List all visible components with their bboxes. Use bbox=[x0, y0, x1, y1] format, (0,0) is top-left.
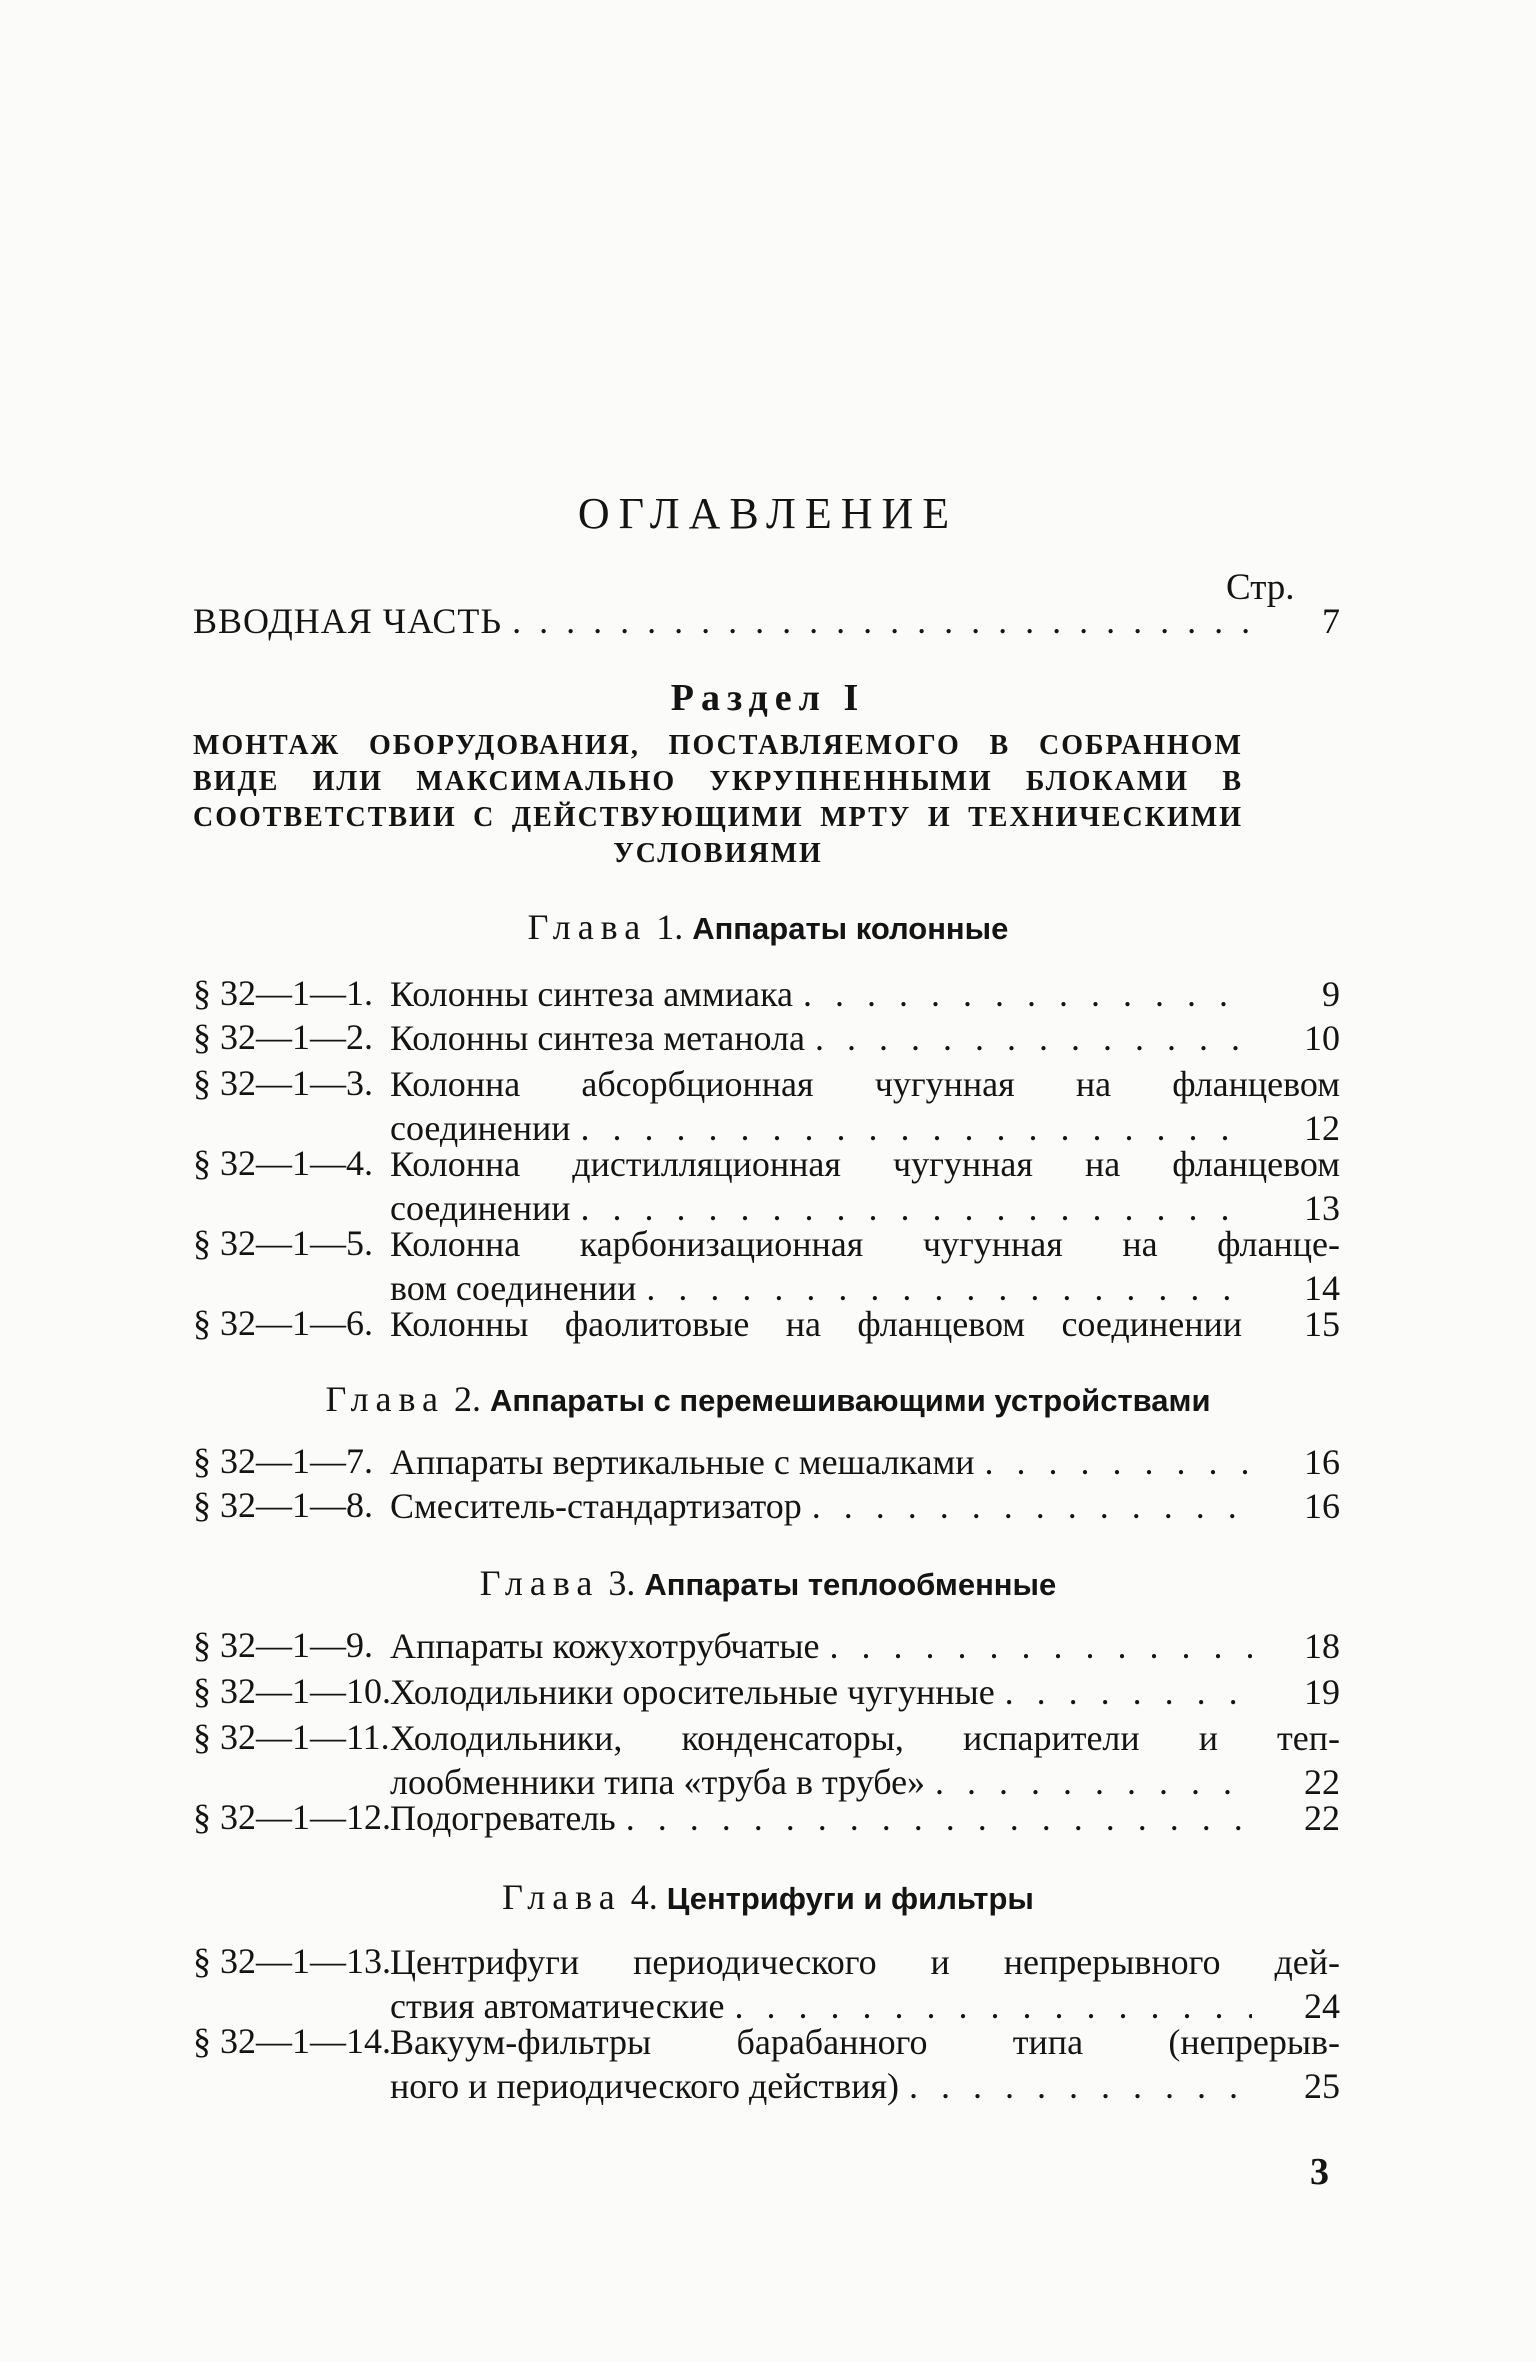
dot-leader bbox=[815, 1016, 1252, 1060]
entry-page: 22 bbox=[1304, 1762, 1340, 1802]
entry-number: § 32—1—5. bbox=[193, 1223, 373, 1263]
toc-title: ОГЛАВЛЕНИЕ bbox=[577, 489, 959, 538]
chapter-word: Глава bbox=[325, 1379, 446, 1419]
section-heading: Раздел I bbox=[670, 677, 866, 719]
entry-number: § 32—1—11. bbox=[193, 1717, 390, 1757]
entry-number: § 32—1—1. bbox=[193, 973, 373, 1013]
dot-leader bbox=[812, 1484, 1252, 1528]
chapter-word: Глава bbox=[527, 907, 648, 947]
page-number: 3 bbox=[1310, 2151, 1329, 2193]
entry-line-text: Колонны фаолитовые на фланцевом соединении bbox=[390, 1304, 1242, 1344]
section-title: МОНТАЖ ОБОРУДОВАНИЯ, ПОСТАВЛЯЕМОГО В СОБРАННОМ ВИДЕ ИЛИ МАКСИМАЛЬНО УКРУПНЕННЫМИ БЛОКАМИ В СООТВЕТСТВИИ С ДЕЙСТВУЮЩИМИ МРТУ И ТЕХНИЧЕСКИМИ УСЛОВИЯМИ bbox=[193, 730, 1243, 869]
entry-line bbox=[390, 2020, 1340, 2064]
entry-text bbox=[390, 1940, 1340, 2028]
intro-line bbox=[193, 596, 1340, 642]
dot-leader bbox=[830, 1624, 1253, 1668]
entry-number: § 32—1—12. bbox=[193, 1797, 391, 1837]
entry-page: 14 bbox=[1304, 1268, 1340, 1308]
chapter-heading bbox=[0, 1876, 1536, 1918]
entry-line bbox=[390, 1484, 1340, 1528]
entry-text bbox=[390, 1142, 1340, 1230]
chapter-name: Аппараты колонные bbox=[692, 911, 1009, 946]
dot-leader bbox=[909, 2064, 1252, 2108]
entry-line-text: Аппараты вертикальные с мешалками bbox=[390, 1442, 975, 1482]
entry-number: § 32—1—13. bbox=[193, 1941, 391, 1981]
chapter-word: Глава bbox=[479, 1563, 600, 1603]
entry-line-text: Колонны синтеза метанола bbox=[390, 1018, 805, 1058]
entry-line-text: Вакуум-фильтры барабанного типа (непрерыв- bbox=[390, 2022, 1340, 2062]
intro-page: 7 bbox=[1322, 601, 1340, 641]
chapter-heading bbox=[0, 1378, 1536, 1420]
chapter-number: 3. bbox=[608, 1563, 636, 1603]
entry-line-text: Колонны синтеза аммиака bbox=[390, 974, 793, 1014]
entry-page: 15 bbox=[1304, 1304, 1340, 1344]
entry-line-text: вом соединении bbox=[390, 1268, 637, 1308]
entry-page: 16 bbox=[1304, 1486, 1340, 1526]
entry-page: 10 bbox=[1304, 1018, 1340, 1058]
entry-line bbox=[390, 1624, 1340, 1668]
entry-line-text: Холодильники, конденсаторы, испарители и теп- bbox=[390, 1718, 1340, 1758]
chapter-number: 4. bbox=[630, 1877, 658, 1917]
entry-text bbox=[390, 1016, 1340, 1060]
entry-text bbox=[390, 1440, 1340, 1484]
entry-line-text: Холодильники оросительные чугунные bbox=[390, 1672, 995, 1712]
entry-text bbox=[390, 1796, 1340, 1840]
chapter-heading bbox=[0, 906, 1536, 948]
dot-leader bbox=[512, 600, 1264, 642]
entry-number: § 32—1—2. bbox=[193, 1017, 373, 1057]
entry-page: 24 bbox=[1304, 1986, 1340, 2026]
entry-line-text: Подогреватель bbox=[390, 1798, 616, 1838]
entry-page: 18 bbox=[1304, 1626, 1340, 1666]
entry-text bbox=[390, 1624, 1340, 1668]
entry-number: § 32—1—9. bbox=[193, 1625, 373, 1665]
entry-text bbox=[390, 1062, 1340, 1150]
entry-line bbox=[390, 1670, 1340, 1714]
entry-line-text: Колонна абсорбционная чугунная на фланцевом bbox=[390, 1064, 1340, 1104]
entry-page: 19 bbox=[1304, 1672, 1340, 1712]
entry-number: § 32—1—8. bbox=[193, 1485, 373, 1525]
entry-page: 9 bbox=[1322, 974, 1340, 1014]
dot-leader bbox=[985, 1440, 1252, 1484]
entry-line bbox=[390, 1062, 1340, 1106]
dot-leader bbox=[626, 1796, 1252, 1840]
entry-text bbox=[390, 1222, 1340, 1310]
entry-line bbox=[390, 1302, 1340, 1346]
entry-number: § 32—1—6. bbox=[193, 1303, 373, 1343]
page-column-label: Стр. bbox=[1226, 567, 1295, 608]
entry-line bbox=[390, 1142, 1340, 1186]
entry-number: § 32—1—14. bbox=[193, 2021, 391, 2061]
chapter-heading bbox=[0, 1562, 1536, 1604]
entry-line-text: Центрифуги периодического и непрерывного дей- bbox=[390, 1942, 1340, 1982]
entry-line-text: соединении bbox=[390, 1108, 571, 1148]
dot-leader bbox=[1005, 1670, 1252, 1714]
entry-line-text: лообменники типа «труба в трубе» bbox=[390, 1762, 926, 1802]
entry-page: 12 bbox=[1304, 1108, 1340, 1148]
entry-text bbox=[390, 1716, 1340, 1804]
entry-text bbox=[390, 2020, 1340, 2108]
dot-leader bbox=[803, 972, 1252, 1016]
entry-line bbox=[390, 1940, 1340, 1984]
entry-text bbox=[390, 972, 1340, 1016]
entry-line bbox=[390, 2064, 1340, 2108]
entry-page: 22 bbox=[1304, 1798, 1340, 1838]
intro-label: ВВОДНАЯ ЧАСТЬ bbox=[193, 601, 503, 641]
entry-line-text: ного и периодического действия) bbox=[390, 2066, 900, 2106]
entry-line bbox=[390, 972, 1340, 1016]
entry-line-text: Аппараты кожухотрубчатые bbox=[390, 1626, 820, 1666]
chapter-name: Аппараты теплообменные bbox=[644, 1567, 1057, 1602]
entry-page: 13 bbox=[1304, 1188, 1340, 1228]
entry-page: 16 bbox=[1304, 1442, 1340, 1482]
entry-number: § 32—1—4. bbox=[193, 1143, 373, 1183]
entry-page: 25 bbox=[1304, 2066, 1340, 2106]
entry-text bbox=[390, 1302, 1340, 1346]
chapter-number: 1. bbox=[656, 907, 684, 947]
entry-line bbox=[390, 1222, 1340, 1266]
chapter-word: Глава bbox=[502, 1877, 622, 1917]
entry-number: § 32—1—10. bbox=[193, 1671, 391, 1711]
entry-line bbox=[390, 1796, 1340, 1840]
entry-line-text: Колонна карбонизационная чугунная на фланце- bbox=[390, 1224, 1340, 1264]
entry-line-text: Смеситель-стандартизатор bbox=[390, 1486, 802, 1526]
chapter-number: 2. bbox=[454, 1379, 482, 1419]
entry-line-text: соединении bbox=[390, 1188, 571, 1228]
chapter-name: Аппараты с перемешивающими устройствами bbox=[490, 1383, 1211, 1418]
entry-number: § 32—1—3. bbox=[193, 1063, 373, 1103]
entry-line-text: ствия автоматические bbox=[390, 1986, 725, 2026]
entry-text bbox=[390, 1484, 1340, 1528]
entry-number: § 32—1—7. bbox=[193, 1441, 373, 1481]
entry-line bbox=[390, 1440, 1340, 1484]
chapter-name: Центрифуги и фильтры bbox=[666, 1881, 1034, 1916]
entry-text bbox=[390, 1670, 1340, 1714]
entry-line-text: Колонна дистилляционная чугунная на фланцевом bbox=[390, 1144, 1340, 1184]
entry-line bbox=[390, 1016, 1340, 1060]
entry-line bbox=[390, 1716, 1340, 1760]
